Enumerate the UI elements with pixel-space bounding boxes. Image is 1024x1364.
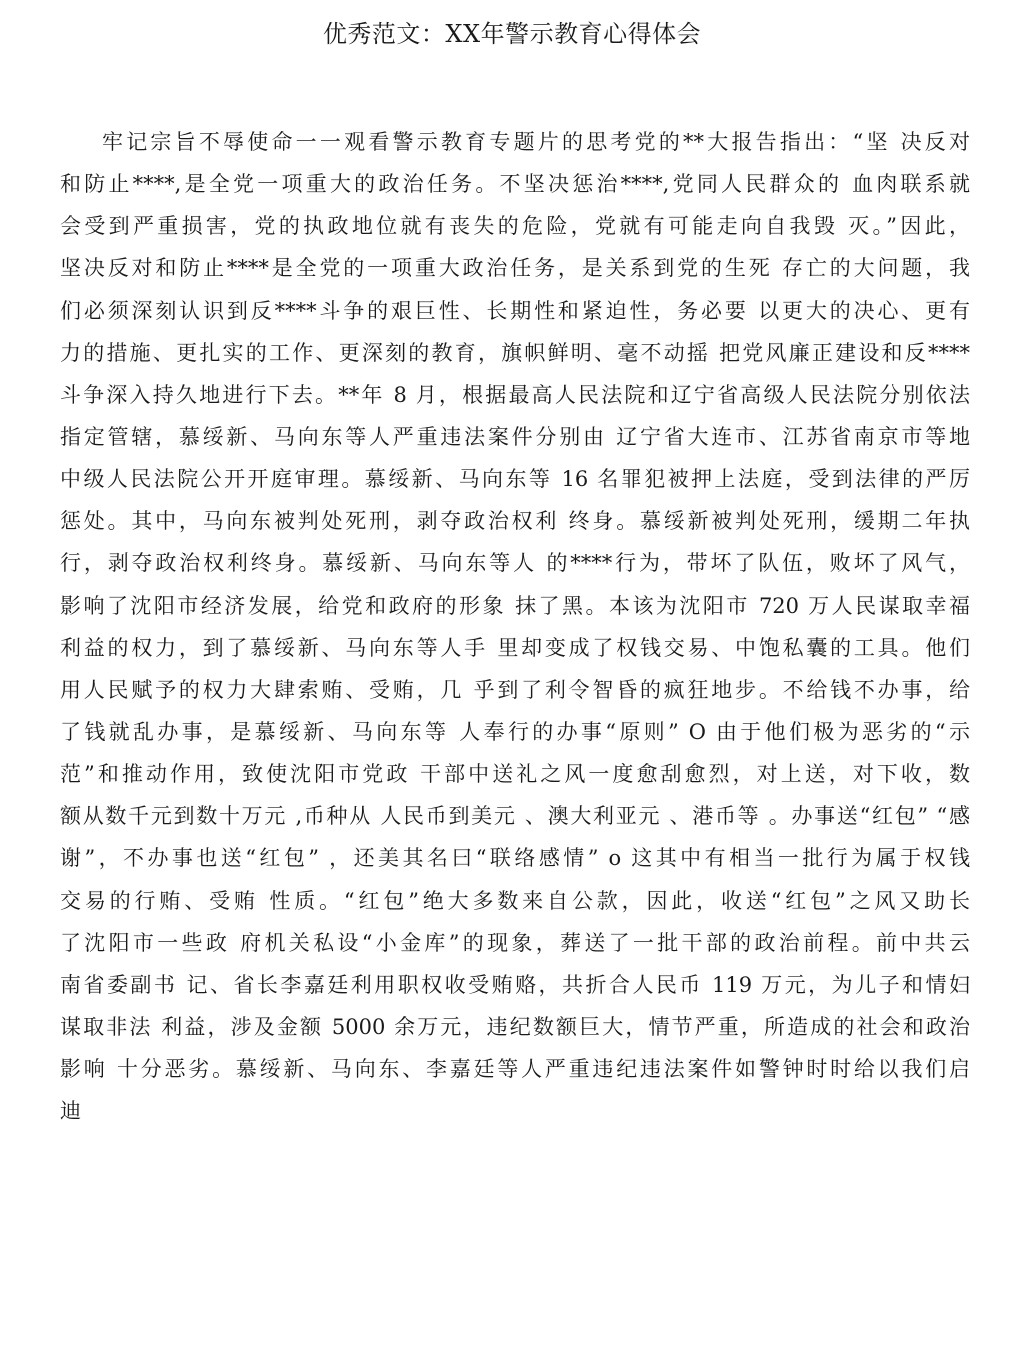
document-title: 优秀范文：XX年警示教育心得体会 [322, 20, 702, 48]
body-line: 谢”，不办事也送“红包” ，还美其名曰“联络感情” o 这其中有相当一批行为属于权钱 [60, 846, 970, 871]
body-line: 南省委副书 记、省长李嘉廷利用职权收受贿赂，共折合人民币 119 万元，为儿子和情妇 [60, 972, 970, 997]
body-line: 影响 十分恶劣。慕绥新、马向东、李嘉廷等人严重违纪违法案件如警钟时时给以我们启 [60, 1057, 970, 1082]
body-line: 范”和推动作用，致使沈阳市党政 干部中送礼之风一度愈刮愈烈，对上送，对下收，数 [60, 762, 970, 787]
body-line: 坚决反对和防止****是全党的一项重大政治任务，是关系到党的生死 存亡的大问题，我 [60, 256, 970, 281]
body-line: 斗争深入持久地进行下去。**年 8 月，根据最高人民法院和辽宁省高级人民法院分别依法 [60, 382, 970, 407]
body-line: 指定管辖，慕绥新、马向东等人严重违法案件分别由 辽宁省大连市、江苏省南京市等地 [60, 424, 970, 449]
document-body [60, 121, 970, 1132]
body-line: 影响了沈阳市经济发展，给党和政府的形象 抹了黑。本该为沈阳市 720 万人民谋取幸福 [60, 593, 970, 618]
body-line: 了沈阳市一些政 府机关私设“小金库”的现象，葬送了一批干部的政治前程。前中共云 [60, 930, 970, 955]
body-line: 们必须深刻认识到反****斗争的艰巨性、长期性和紧迫性，务必要 以更大的决心、更有 [60, 298, 970, 323]
body-line: 额从数千元到数十万元 ,币种从 人民币到美元 、澳大利亚元 、港币等 。办事送“红包” “感 [60, 804, 970, 829]
body-line: 谋取非法 利益，涉及金额 5000 余万元，违纪数额巨大，情节严重，所造成的社会和政治 [60, 1014, 970, 1039]
body-line: 了钱就乱办事，是慕绥新、马向东等 人奉行的办事“原则” O 由于他们极为恶劣的“示 [60, 719, 970, 744]
body-line: 行，剥夺政治权利终身。慕绥新、马向东等人 的****行为，带坏了队伍，败坏了风气， [60, 551, 970, 576]
body-line: 惩处。其中，马向东被判处死刑，剥夺政治权利 终身。慕绥新被判处死刑，缓期二年执 [60, 509, 970, 534]
body-line: 交易的行贿、受贿 性质。“红包”绝大多数来自公款，因此，收送“红包”之风又助长 [60, 888, 970, 913]
body-line: 力的措施、更扎实的工作、更深刻的教育，旗帜鲜明、毫不动摇 把党风廉正建设和反**** [60, 340, 970, 365]
body-line: 迪 [60, 1099, 81, 1124]
body-line: 用人民赋予的权力大肆索贿、受贿，几 乎到了利令智昏的疯狂地步。不给钱不办事，给 [60, 677, 970, 702]
body-line: 中级人民法院公开开庭审理。慕绥新、马向东等 16 名罪犯被押上法庭，受到法律的严厉 [60, 467, 970, 492]
body-line: 和防止****,是全党一项重大的政治任务。不坚决惩治****,党同人民群众的 血肉联系就 [60, 172, 970, 197]
body-line: 利益的权力，到了慕绥新、马向东等人手 里却变成了权钱交易、中饱私囊的工具。他们 [60, 635, 970, 660]
body-line: 牢记宗旨不辱使命一一观看警示教育专题片的思考党的**大报告指出：“坚 决反对 [102, 130, 970, 154]
body-line: 会受到严重损害，党的执政地位就有丧失的危险，党就有可能走向自我毁 灭。”因此， [60, 214, 970, 239]
